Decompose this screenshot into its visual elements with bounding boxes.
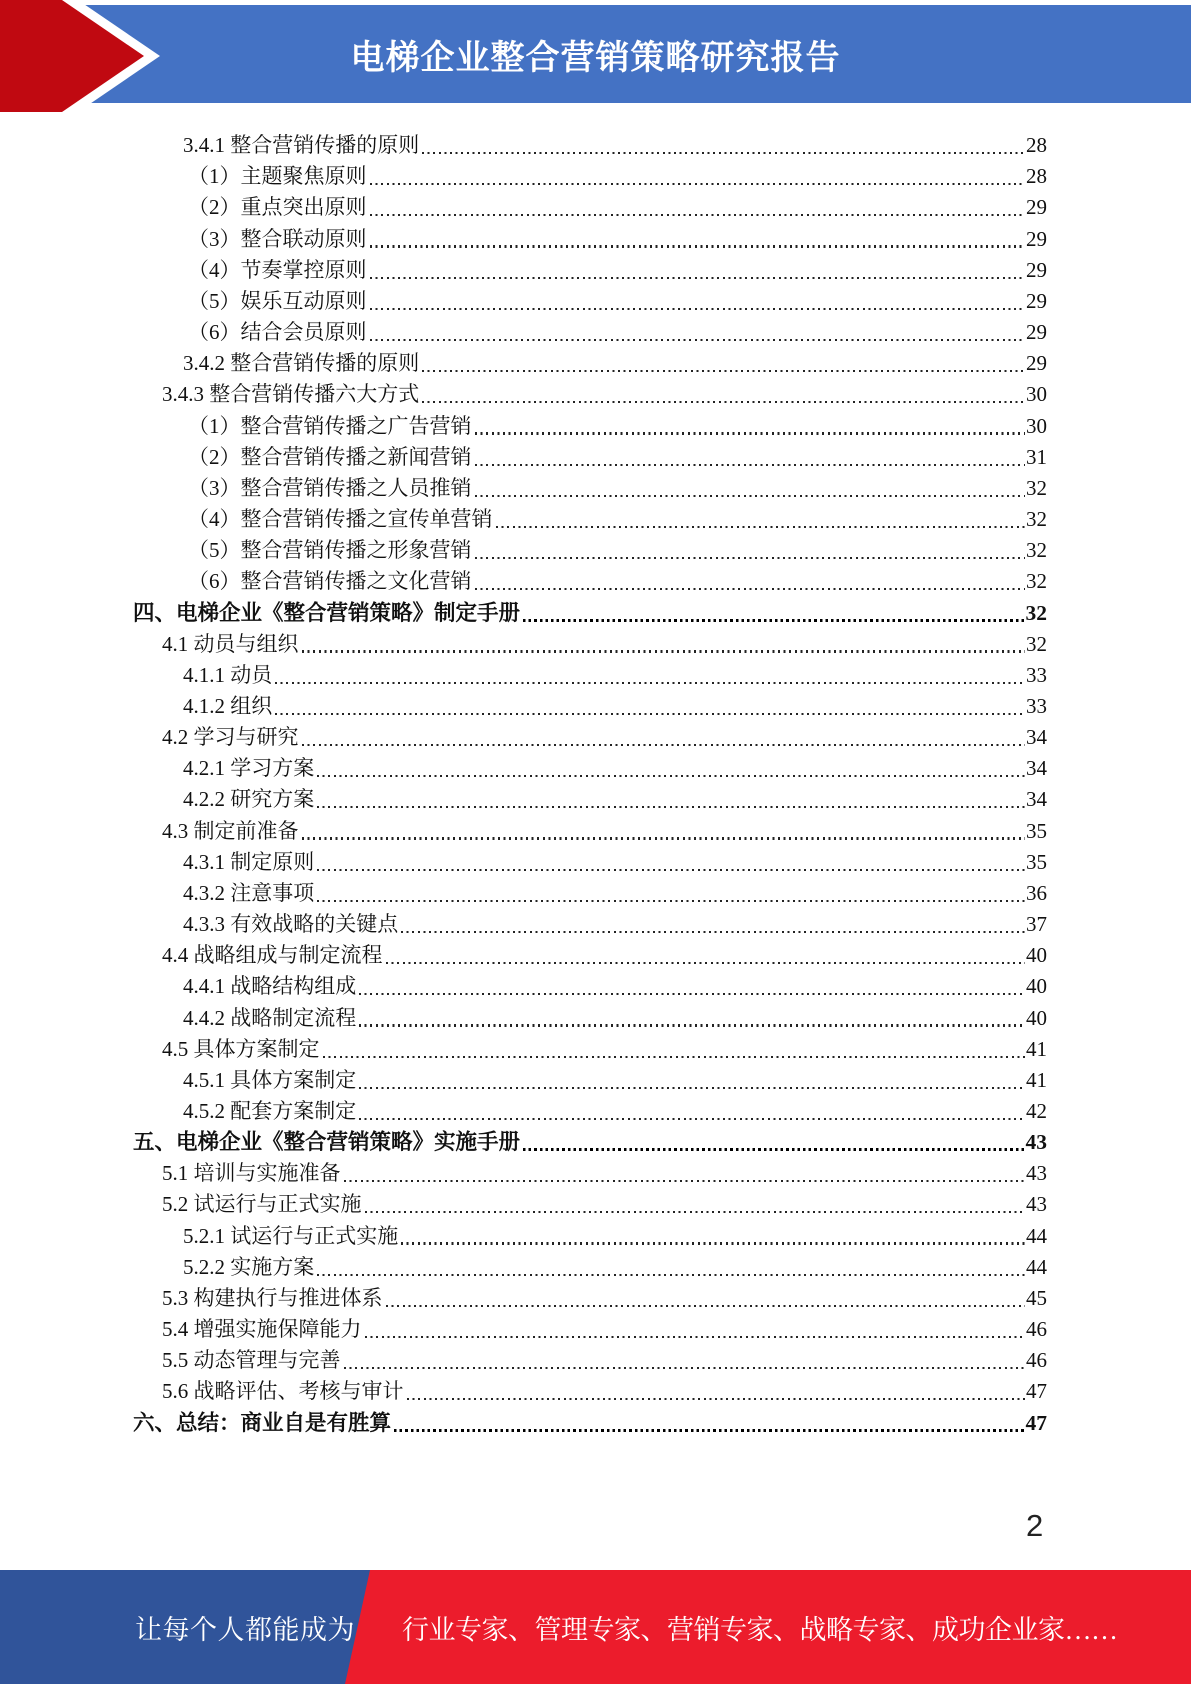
toc-entry[interactable] xyxy=(0,938,1191,969)
toc-entry[interactable] xyxy=(0,1312,1191,1343)
toc-entry[interactable] xyxy=(0,1218,1191,1249)
toc-entry-label: 4.3 制定前准备 xyxy=(162,818,299,843)
table-of-contents xyxy=(0,128,1191,1437)
toc-entry-page: 40 xyxy=(1026,943,1047,968)
toc-entry-label: 5.1 培训与实施准备 xyxy=(162,1161,341,1186)
toc-entry[interactable] xyxy=(0,1032,1191,1063)
dot-leader xyxy=(359,1118,1025,1120)
toc-entry[interactable] xyxy=(0,627,1191,658)
toc-entry-label: 4.5.2 配套方案制定 xyxy=(183,1099,357,1123)
toc-entry-label: 4.1.1 动员 xyxy=(183,662,273,687)
toc-entry-label: 4.1.2 组织 xyxy=(183,693,273,718)
toc-entry-page: 40 xyxy=(1026,974,1047,999)
toc-entry[interactable] xyxy=(0,502,1191,533)
footer-banner xyxy=(0,1570,1191,1684)
toc-entry[interactable] xyxy=(0,190,1191,221)
toc-entry[interactable] xyxy=(0,408,1191,439)
dot-leader xyxy=(370,245,1026,247)
dot-leader xyxy=(407,1398,1026,1400)
dot-leader xyxy=(317,806,1025,808)
toc-entry-page: 35 xyxy=(1026,849,1047,874)
dot-leader xyxy=(275,713,1025,715)
toc-entry[interactable] xyxy=(0,1125,1191,1156)
dot-leader xyxy=(317,869,1025,871)
toc-entry-page: 28 xyxy=(1026,133,1047,158)
toc-entry[interactable] xyxy=(0,564,1191,595)
toc-entry-label: 5.4 增强实施保障能力 xyxy=(162,1317,362,1342)
dot-leader xyxy=(475,464,1026,466)
dot-leader xyxy=(370,277,1026,279)
dot-leader xyxy=(496,526,1026,528)
dot-leader xyxy=(475,557,1026,559)
toc-entry-label: 4.4.2 战略制定流程 xyxy=(183,1005,357,1030)
toc-entry-label: 4.2.1 学习方案 xyxy=(183,756,315,781)
dot-leader xyxy=(422,370,1025,372)
toc-entry[interactable] xyxy=(0,813,1191,844)
dot-leader xyxy=(359,993,1025,995)
report-title: 电梯企业整合营销策略研究报告 xyxy=(350,38,841,77)
toc-entry-page: 30 xyxy=(1026,413,1047,438)
toc-entry-page: 33 xyxy=(1026,662,1047,687)
toc-entry[interactable] xyxy=(0,595,1191,626)
dot-leader xyxy=(401,1242,1025,1244)
toc-entry-label: （1）主题聚焦原则 xyxy=(188,164,367,189)
toc-entry[interactable] xyxy=(0,377,1191,408)
toc-entry-label: 4.5 具体方案制定 xyxy=(162,1036,320,1061)
toc-entry[interactable] xyxy=(0,782,1191,813)
toc-entry[interactable] xyxy=(0,253,1191,284)
toc-entry[interactable] xyxy=(0,159,1191,190)
toc-entry-page: 34 xyxy=(1026,787,1047,812)
toc-entry-page: 32 xyxy=(1026,569,1047,594)
toc-entry-page: 29 xyxy=(1026,351,1047,376)
toc-entry-page: 33 xyxy=(1026,693,1047,718)
toc-entry-page: 45 xyxy=(1026,1285,1047,1310)
dot-leader xyxy=(370,308,1026,310)
toc-entry-page: 44 xyxy=(1026,1254,1047,1279)
toc-entry-label: 5.2.2 实施方案 xyxy=(183,1254,315,1279)
toc-entry[interactable] xyxy=(0,1374,1191,1405)
dot-leader xyxy=(370,214,1026,216)
toc-entry[interactable] xyxy=(0,720,1191,751)
toc-entry[interactable] xyxy=(0,1094,1191,1125)
dot-leader xyxy=(386,1305,1026,1307)
toc-entry-label: 4.2 学习与研究 xyxy=(162,725,299,750)
toc-entry-label: 4.4.1 战略结构组成 xyxy=(183,974,357,999)
toc-entry[interactable] xyxy=(0,315,1191,346)
toc-entry[interactable] xyxy=(0,128,1191,159)
dot-leader xyxy=(302,744,1026,746)
dot-leader xyxy=(401,931,1025,933)
toc-entry-page: 41 xyxy=(1026,1036,1047,1061)
dot-leader xyxy=(302,837,1026,839)
dot-leader xyxy=(344,1367,1026,1369)
toc-entry[interactable] xyxy=(0,845,1191,876)
toc-entry-label: （6）整合营销传播之文化营销 xyxy=(188,569,472,594)
dot-leader xyxy=(370,183,1026,185)
toc-entry-page: 37 xyxy=(1026,912,1047,937)
toc-entry[interactable] xyxy=(0,346,1191,377)
toc-entry[interactable] xyxy=(0,658,1191,689)
toc-entry-page: 32 xyxy=(1026,538,1047,563)
toc-entry-page: 29 xyxy=(1026,257,1047,282)
dot-leader xyxy=(475,588,1026,590)
dot-leader xyxy=(317,1274,1025,1276)
toc-entry-page: 43 xyxy=(1025,1130,1047,1155)
dot-leader xyxy=(317,775,1025,777)
dot-leader xyxy=(386,962,1026,964)
dot-leader xyxy=(523,619,1024,622)
toc-entry-label: （2）重点突出原则 xyxy=(188,195,367,220)
toc-entry-page: 32 xyxy=(1026,507,1047,532)
dot-leader xyxy=(523,1148,1024,1151)
toc-entry-label: 3.4.2 整合营销传播的原则 xyxy=(183,351,420,376)
toc-entry-page: 29 xyxy=(1026,226,1047,251)
dot-leader xyxy=(359,1024,1025,1026)
toc-entry-label: 4.3.2 注意事项 xyxy=(183,880,315,905)
dot-leader xyxy=(359,1087,1025,1089)
toc-entry-label: （5）娱乐互动原则 xyxy=(188,288,367,313)
toc-entry[interactable] xyxy=(0,876,1191,907)
toc-entry-label: （1）整合营销传播之广告营销 xyxy=(188,413,472,438)
toc-entry-label: 5.3 构建执行与推进体系 xyxy=(162,1285,383,1310)
toc-entry-label: 5.5 动态管理与完善 xyxy=(162,1348,341,1373)
toc-entry[interactable] xyxy=(0,1063,1191,1094)
dot-leader xyxy=(370,339,1026,341)
toc-entry[interactable] xyxy=(0,1281,1191,1312)
toc-entry-page: 43 xyxy=(1026,1192,1047,1217)
dot-leader xyxy=(475,432,1026,434)
toc-entry-label: 五、电梯企业《整合营销策略》实施手册 xyxy=(133,1130,521,1155)
toc-entry[interactable] xyxy=(0,284,1191,315)
toc-entry-label: 4.2.2 研究方案 xyxy=(183,787,315,812)
toc-entry-label: 3.4.3 整合营销传播六大方式 xyxy=(162,382,420,407)
footer-slogan-right: 行业专家、管理专家、营销专家、战略专家、成功企业家…… xyxy=(402,1614,1118,1645)
toc-entry-label: （2）整合营销传播之新闻营销 xyxy=(188,444,472,469)
toc-entry-label: （3）整合营销传播之人员推销 xyxy=(188,475,472,500)
header-banner xyxy=(0,0,1191,116)
toc-entry[interactable] xyxy=(0,969,1191,1000)
dot-leader xyxy=(344,1180,1026,1182)
dot-leader xyxy=(475,495,1026,497)
toc-entry-page: 41 xyxy=(1026,1067,1047,1092)
toc-entry-label: 4.3.3 有效战略的关键点 xyxy=(183,912,399,937)
dot-leader xyxy=(365,1211,1026,1213)
toc-entry-page: 29 xyxy=(1026,195,1047,220)
toc-entry-label: 5.2 试运行与正式实施 xyxy=(162,1192,362,1217)
toc-entry-page: 47 xyxy=(1026,1379,1047,1404)
toc-entry[interactable] xyxy=(0,689,1191,720)
toc-entry-page: 31 xyxy=(1026,444,1047,469)
toc-entry-page: 36 xyxy=(1026,880,1047,905)
toc-entry-label: （4）整合营销传播之宣传单营销 xyxy=(188,507,493,532)
toc-entry-page: 42 xyxy=(1026,1099,1047,1123)
toc-entry[interactable] xyxy=(0,907,1191,938)
footer-slogan-left: 让每个人都能成为 xyxy=(135,1614,355,1645)
toc-entry[interactable] xyxy=(0,1187,1191,1218)
dot-leader xyxy=(323,1056,1026,1058)
toc-entry[interactable] xyxy=(0,751,1191,782)
toc-entry-label: 4.1 动员与组织 xyxy=(162,631,299,656)
toc-entry-page: 40 xyxy=(1026,1005,1047,1030)
toc-entry[interactable] xyxy=(0,1156,1191,1187)
toc-entry-page: 44 xyxy=(1026,1223,1047,1248)
dot-leader xyxy=(275,682,1025,684)
toc-entry-page: 30 xyxy=(1026,382,1047,407)
toc-entry-page: 28 xyxy=(1026,164,1047,189)
toc-entry-page: 34 xyxy=(1026,756,1047,781)
toc-entry-page: 46 xyxy=(1026,1317,1047,1342)
toc-entry-page: 46 xyxy=(1026,1348,1047,1373)
dot-leader xyxy=(394,1429,1024,1432)
toc-entry-page: 29 xyxy=(1026,288,1047,313)
dot-leader xyxy=(302,650,1026,652)
toc-entry-label: 六、总结：商业自是有胜算 xyxy=(133,1410,392,1435)
toc-entry-page: 47 xyxy=(1025,1410,1047,1435)
dot-leader xyxy=(422,152,1025,154)
toc-entry[interactable] xyxy=(0,440,1191,471)
toc-entry-page: 34 xyxy=(1026,725,1047,750)
toc-entry[interactable] xyxy=(0,533,1191,564)
page-number: 2 xyxy=(1026,1508,1044,1543)
toc-entry-label: 四、电梯企业《整合营销策略》制定手册 xyxy=(133,600,521,625)
toc-entry-page: 32 xyxy=(1026,631,1047,656)
toc-entry-label: 5.2.1 试运行与正式实施 xyxy=(183,1223,399,1248)
toc-entry-page: 32 xyxy=(1025,600,1047,625)
toc-entry[interactable] xyxy=(0,1250,1191,1281)
toc-entry-label: 4.5.1 具体方案制定 xyxy=(183,1067,357,1092)
dot-leader xyxy=(365,1336,1026,1338)
toc-entry-label: （4）节奏掌控原则 xyxy=(188,257,367,282)
toc-entry-page: 43 xyxy=(1026,1161,1047,1186)
toc-entry-label: 4.3.1 制定原则 xyxy=(183,849,315,874)
toc-entry[interactable] xyxy=(0,221,1191,252)
toc-entry-label: 5.6 战略评估、考核与审计 xyxy=(162,1379,404,1404)
toc-entry-page: 35 xyxy=(1026,818,1047,843)
toc-entry-label: 3.4.1 整合营销传播的原则 xyxy=(183,133,420,158)
dot-leader xyxy=(317,900,1025,902)
toc-entry-label: （6）结合会员原则 xyxy=(188,320,367,345)
toc-entry-page: 32 xyxy=(1026,475,1047,500)
dot-leader xyxy=(422,401,1025,403)
toc-entry-label: （5）整合营销传播之形象营销 xyxy=(188,538,472,563)
toc-entry[interactable] xyxy=(0,1343,1191,1374)
toc-entry-label: 4.4 战略组成与制定流程 xyxy=(162,943,383,968)
toc-entry[interactable] xyxy=(0,1405,1191,1436)
toc-entry-page: 29 xyxy=(1026,320,1047,345)
toc-entry[interactable] xyxy=(0,1000,1191,1031)
toc-entry[interactable] xyxy=(0,471,1191,502)
toc-entry-label: （3）整合联动原则 xyxy=(188,226,367,251)
